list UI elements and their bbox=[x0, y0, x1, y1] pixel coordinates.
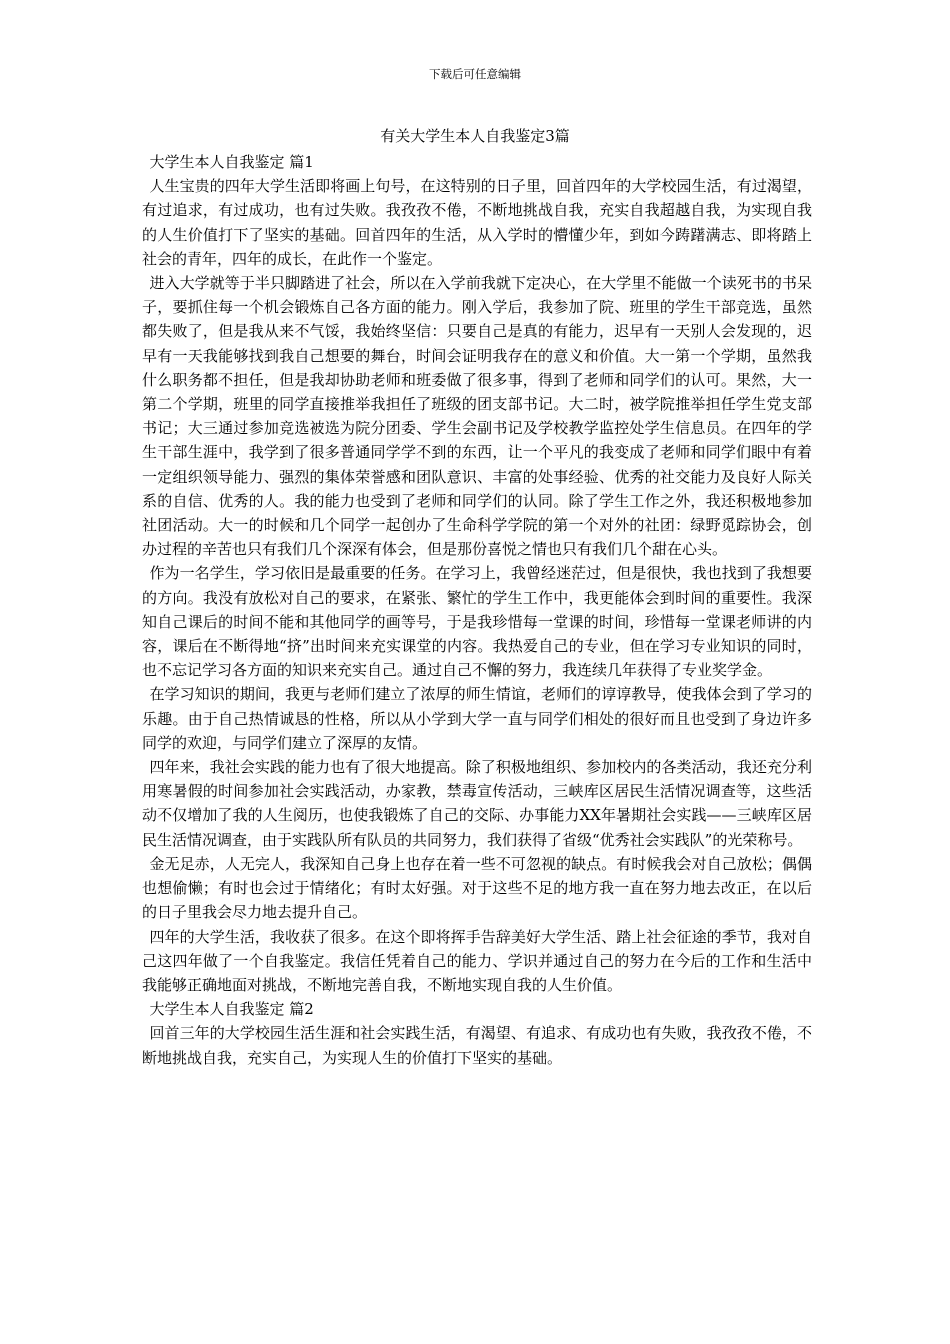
section-heading: 大学生本人自我鉴定 篇1 bbox=[149, 153, 314, 171]
document-body bbox=[142, 150, 812, 1070]
section-1 bbox=[142, 150, 812, 997]
paragraph: 在学习知识的期间，我更与老师们建立了浓厚的师生情谊，老师们的谆谆教导，使我体会到了学习的乐趣。由于自己热情诚恳的性格，所以从小学到大学一直与同学们相处的很好而且也受到了身边许多同学的欢迎，与同学们建立了深厚的友情。 bbox=[142, 685, 812, 752]
paragraph: 四年来，我社会实践的能力也有了很大地提高。除了积极地组织、参加校内的各类活动，我还充分利用寒暑假的时间参加社会实践活动，办家教，禁毒宣传活动，三峡库区居民生活情况调查等，这些活动不仅增加了我的人生阅历，也使我锻炼了自己的交际、办事能力XX年暑期社会实践——三峡库区居民生活情况调查，由于实践队所有队员的共同努力，我们获得了省级“优秀社会实践队”的光荣称号。 bbox=[142, 758, 812, 849]
paragraph: 人生宝贵的四年大学生活即将画上句号，在这特别的日子里，回首四年的大学校园生活，有过渴望，有过追求，有过成功，也有过失败。我孜孜不倦，不断地挑战自我，充实自我超越自我，为实现自我的人生价值打下了坚实的基础。回首四年的生活，从入学时的懵懂少年，到如今踌躇满志、即将踏上社会的青年，四年的成长，在此作一个鉴定。 bbox=[142, 177, 812, 268]
paragraph: 作为一名学生，学习依旧是最重要的任务。在学习上，我曾经迷茫过，但是很快，我也找到了我想要的方向。我没有放松对自己的要求，在紧张、繁忙的学生工作中，我更能体会到时间的重要性。我深知自己课后的时间不能和其他同学的画等号，于是我珍惜每一堂课的时间，珍惜每一堂课老师讲的内容，课后在不断得地“挤”出时间来充实课堂的内容。我热爱自己的专业，但在学习专业知识的同时，也不忘记学习各方面的知识来充实自己。通过自己不懈的努力，我连续几年获得了专业奖学金。 bbox=[142, 564, 812, 680]
section-heading: 大学生本人自我鉴定 篇2 bbox=[149, 1000, 314, 1019]
paragraph: 回首三年的大学校园生活生涯和社会实践生活，有渴望、有追求、有成功也有失败，我孜孜不倦，不断地挑战自我，充实自己，为实现人生的价值打下坚实的基础。 bbox=[142, 1024, 812, 1067]
page-header-note: 下载后可任意编辑 bbox=[429, 67, 521, 81]
document-title: 有关大学生本人自我鉴定3篇 bbox=[380, 127, 570, 145]
paragraph: 进入大学就等于半只脚踏进了社会，所以在入学前我就下定决心，在大学里不能做一个读死书的书呆子，要抓住每一个机会锻炼自己各方面的能力。刚入学后，我参加了院、班里的学生干部竞选，虽然都失败了，但是我从来不气馁，我始终坚信：只要自己是真的有能力，迟早有一天别人会发现的，迟早有一天我能够找到我自己想要的舞台，时间会证明我存在的意义和价值。大一第一个学期，虽然我什么职务都不担任，但是我却协助老师和班委做了很多事，得到了老师和同学们的认可。果然，大一第二个学期，班里的同学直接推举我担任了班级的团支部书记。大二时，被学院推举担任学生党支部书记；大三通过参加竞选被选为院分团委、学生会副书记及学校教学监控处学生信息员。在四年的学生干部生涯中，我学到了很多普通同学学不到的东西，让一个平凡的我变成了老师和同学们眼中有着一定组织领导能力、强烈的集体荣誉感和团队意识、丰富的处事经验、优秀的社交能力及良好人际关系的自信、优秀的人。我的能力也受到了老师和同学们的认同。除了学生工作之外，我还积极地参加社团活动。大一的时候和几个同学一起创办了生命科学学院的第一个对外的社团：绿野觅踪协会，创办过程的辛苦也只有我们几个深深有体会，但是那份喜悦之情也只有我们几个甜在心头。 bbox=[142, 274, 812, 559]
paragraph: 四年的大学生活，我收获了很多。在这个即将挥手告辞美好大学生活、踏上社会征途的季节，我对自己这四年做了一个自我鉴定。我信任凭着自己的能力、学识并通过自己的努力在今后的工作和生活中我能够正确地面对挑战，不断地完善自我，不断地实现自我的人生价值。 bbox=[142, 927, 812, 994]
section-2 bbox=[142, 997, 812, 1070]
paragraph: 金无足赤，人无完人，我深知自己身上也存在着一些不可忽视的缺点。有时候我会对自己放松；偶偶也想偷懒；有时也会过于情绪化；有时太好强。对于这些不足的地方我一直在努力地去改正，在以后的日子里我会尽力地去提升自己。 bbox=[142, 854, 812, 922]
